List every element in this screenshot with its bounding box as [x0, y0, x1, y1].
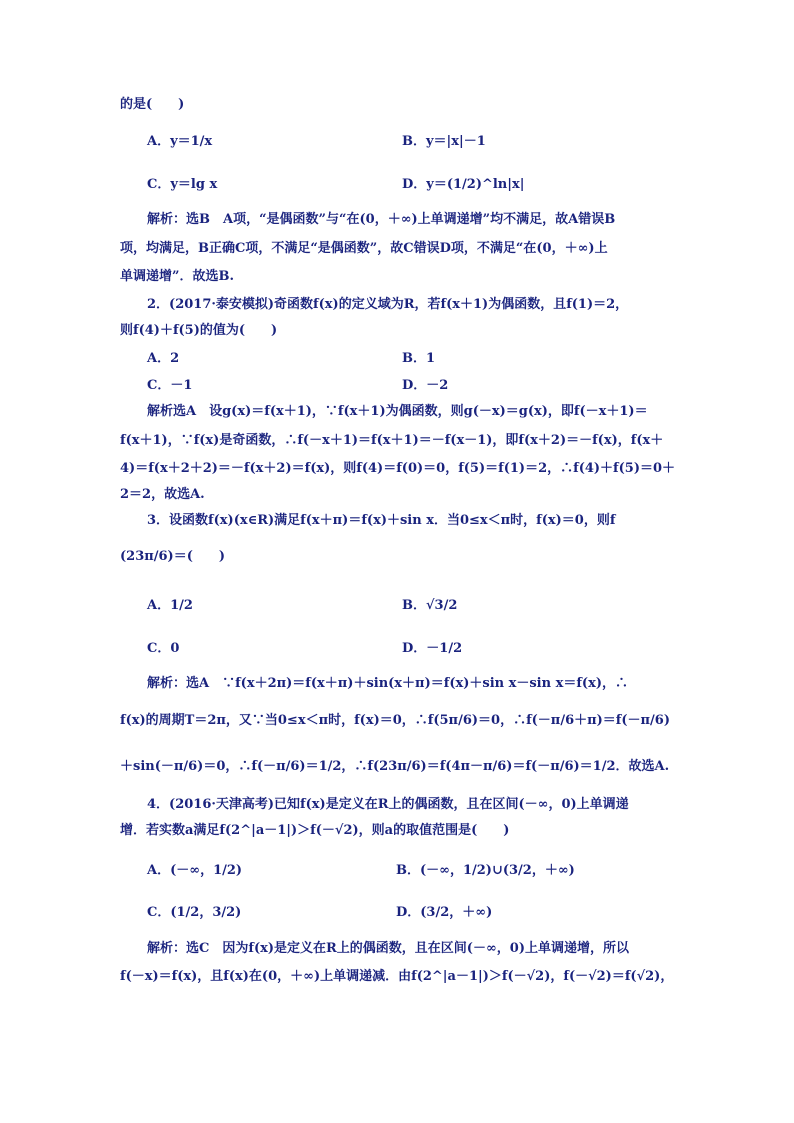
q2-stem-line-1: 2．(2017·泰安模拟)奇函数f(x)的定义域为R，若f(x＋1)为偶函数，且f(1)＝2，	[147, 297, 629, 312]
q1-option-c: C．y＝lg x	[147, 177, 218, 192]
q4-stem-line-2: 增．若实数a满足f(2^|a－1|)＞f(－√2)，则a的取值范围是( )	[120, 823, 510, 838]
q4-stem-line-1: 4．(2016·天津高考)已知f(x)是定义在R上的偶函数，且在区间(－∞，0)上单调递	[147, 797, 629, 812]
q4-solution-line-1: 解析：选C 因为f(x)是定义在R上的偶函数，且在区间(－∞，0)上单调递增，所以	[147, 941, 629, 956]
q3-solution-line-1: 解析：选A ∵f(x＋2π)＝f(x＋π)＋sin(x＋π)＝f(x)＋sin x－sin x＝f(x)，∴	[147, 676, 628, 691]
q3-option-d: D．－1/2	[402, 641, 463, 656]
q1-solution-line-3: 单调递增”．故选B.	[120, 269, 234, 284]
q4-option-a: A．(－∞，1/2)	[147, 863, 243, 878]
q2-solution-line-1: 解析选A 设g(x)＝f(x＋1)，∵f(x＋1)为偶函数，则g(－x)＝g(x)，即f(－x＋1)＝	[147, 404, 648, 419]
q3-solution-line-3: ＋sin(－π/6)＝0，∴f(－π/6)＝1/2，∴f(23π/6)＝f(4π－π/6)＝f(－π/6)＝1/2．故选A.	[120, 759, 670, 774]
q3-stem-line-1: 3．设函数f(x)(x∈R)满足f(x＋π)＝f(x)＋sin x．当0≤x＜π时，f(x)＝0，则f	[147, 513, 616, 528]
q2-option-a: A．2	[147, 351, 180, 366]
q1-solution-line-2: 项，均满足，B正确C项，不满足“是偶函数”，故C错误D项，不满足“在(0，＋∞)上	[120, 241, 608, 256]
q2-solution-line-3: 4)＝f(x＋2＋2)＝－f(x＋2)＝f(x)，则f(4)＝f(0)＝0，f(5)＝f(1)＝2，∴f(4)＋f(5)＝0＋	[120, 461, 676, 476]
q3-option-c: C．0	[147, 641, 180, 656]
q1-option-b: B．y＝|x|－1	[402, 134, 486, 149]
q2-stem-line-2: 则f(4)＋f(5)的值为( )	[120, 323, 278, 338]
q3-stem-line-2: (23π/6)＝( )	[120, 549, 226, 564]
q2-option-b: B．1	[402, 351, 436, 366]
q1-option-d: D．y＝(1/2)^ln|x|	[402, 177, 525, 192]
q3-solution-line-2: f(x)的周期T＝2π，又∵当0≤x＜π时，f(x)＝0，∴f(5π/6)＝0，∴f(－π/6＋π)＝f(－π/6)	[120, 713, 670, 728]
q4-solution-line-2: f(－x)＝f(x)，且f(x)在(0，＋∞)上单调递减．由f(2^|a－1|)＞f(－√2)，f(－√2)＝f(√2)，	[120, 969, 674, 984]
q3-option-b: B．√3/2	[402, 598, 458, 613]
q2-solution-line-4: 2＝2，故选A.	[120, 487, 205, 502]
q2-option-d: D．－2	[402, 378, 449, 393]
q4-option-c: C．(1/2，3/2)	[147, 905, 242, 920]
q1-solution-line-1: 解析：选B A项，“是偶函数”与“在(0，＋∞)上单调递增”均不满足，故A错误B	[147, 212, 616, 227]
q4-option-b: B．(－∞，1/2)∪(3/2，＋∞)	[396, 863, 575, 878]
q2-solution-line-2: f(x＋1)，∵f(x)是奇函数，∴f(－x＋1)＝f(x＋1)＝－f(x－1)，即f(x＋2)＝－f(x)，f(x＋	[120, 433, 664, 448]
q3-option-a: A．1/2	[147, 598, 193, 613]
q4-option-d: D．(3/2，＋∞)	[396, 905, 493, 920]
q1-option-a: A．y＝1/x	[147, 134, 213, 149]
q2-option-c: C．－1	[147, 378, 193, 393]
intro-line: 的是( )	[120, 97, 185, 112]
